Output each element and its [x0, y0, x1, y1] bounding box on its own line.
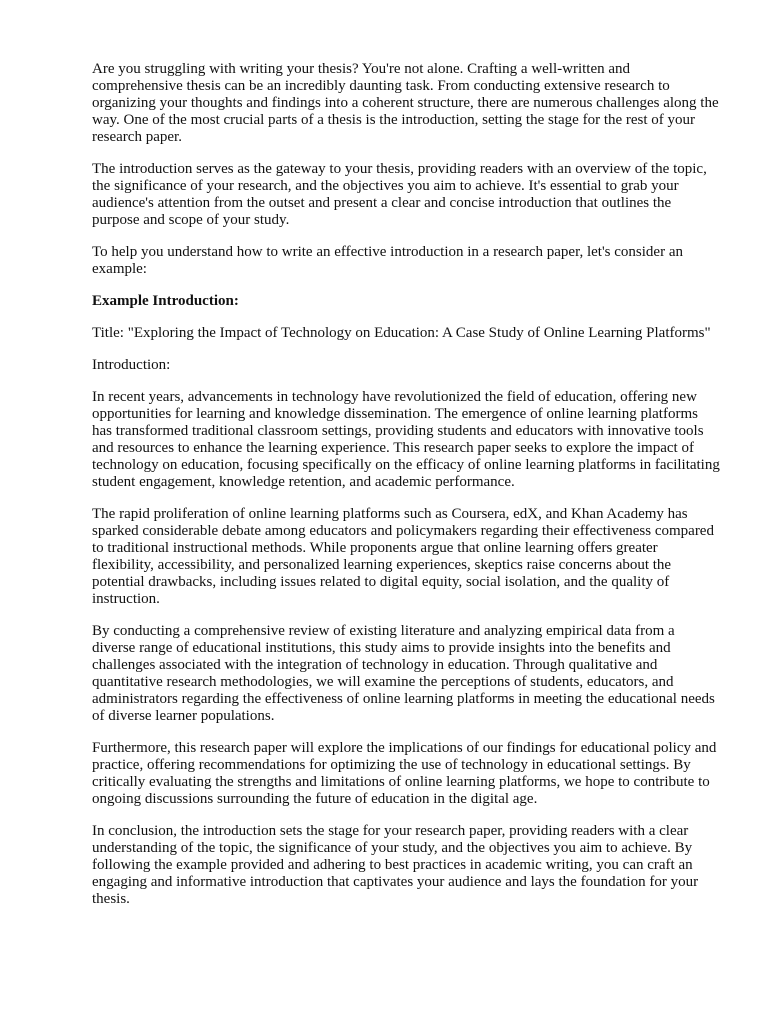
example-heading: Example Introduction: [92, 293, 239, 309]
example-title: Title: "Exploring the Impact of Technology on Education: A Case Study of Online Learning Platforms" [92, 325, 711, 341]
conclusion-paragraph: In conclusion, the introduction sets the stage for your research paper, providing readers with a clear understanding of the topic, the significance of your study, and the objectives you aim to achieve. By following the example provided and adhering to best practices in academic writing, you can craft an engaging and informative introduction that captivates your audience and lays the foundation for your thesis. [92, 823, 699, 907]
intro-paragraph-2: The introduction serves as the gateway to your thesis, providing readers with an overview of the topic, the significance of your research, and the objectives you aim to achieve. It's essential to grab your audience's attention from the outset and present a clear and concise introduction that outlines the purpose and scope of your study. [92, 161, 707, 228]
introduction-label: Introduction: [92, 357, 171, 373]
example-paragraph-3: By conducting a comprehensive review of existing literature and analyzing empirical data from a diverse range of educational institutions, this study aims to provide insights into the benefits and challenges associated with the integration of technology in education. Through qualitative and quantitative research methodologies, we will examine the perceptions of students, educators, and administrators regarding the effectiveness of online learning platforms in meeting the educational needs of diverse learner populations. [92, 623, 715, 724]
example-paragraph-1: In recent years, advancements in technology have revolutionized the field of education, offering new opportunities for learning and knowledge dissemination. The emergence of online learning platforms has transformed traditional classroom settings, providing students and educators with innovative tools and resources to enhance the learning experience. This research paper seeks to explore the impact of technology on education, focusing specifically on the efficacy of online learning platforms in facilitating student engagement, knowledge retention, and academic performance. [92, 389, 720, 490]
example-paragraph-2: The rapid proliferation of online learning platforms such as Coursera, edX, and Khan Academy has sparked considerable debate among educators and policymakers regarding their effectiveness compared to traditional instructional methods. While proponents argue that online learning offers greater flexibility, accessibility, and personalized learning experiences, skeptics raise concerns about the potential drawbacks, including issues related to digital equity, social isolation, and the quality of instruction. [92, 506, 714, 607]
intro-paragraph-1: Are you struggling with writing your thesis? You're not alone. Crafting a well-written and comprehensive thesis can be an incredibly daunting task. From conducting extensive research to organizing your thoughts and findings into a coherent structure, there are numerous challenges along the way. One of the most crucial parts of a thesis is the introduction, setting the stage for the rest of your research paper. [92, 61, 719, 145]
intro-paragraph-3: To help you understand how to write an effective introduction in a research paper, let's consider an example: [92, 244, 683, 277]
example-paragraph-4: Furthermore, this research paper will explore the implications of our findings for educational policy and practice, offering recommendations for optimizing the use of technology in educational settings. By critically evaluating the strengths and limitations of online learning platforms, we hope to contribute to ongoing discussions surrounding the future of education in the digital age. [92, 740, 717, 807]
